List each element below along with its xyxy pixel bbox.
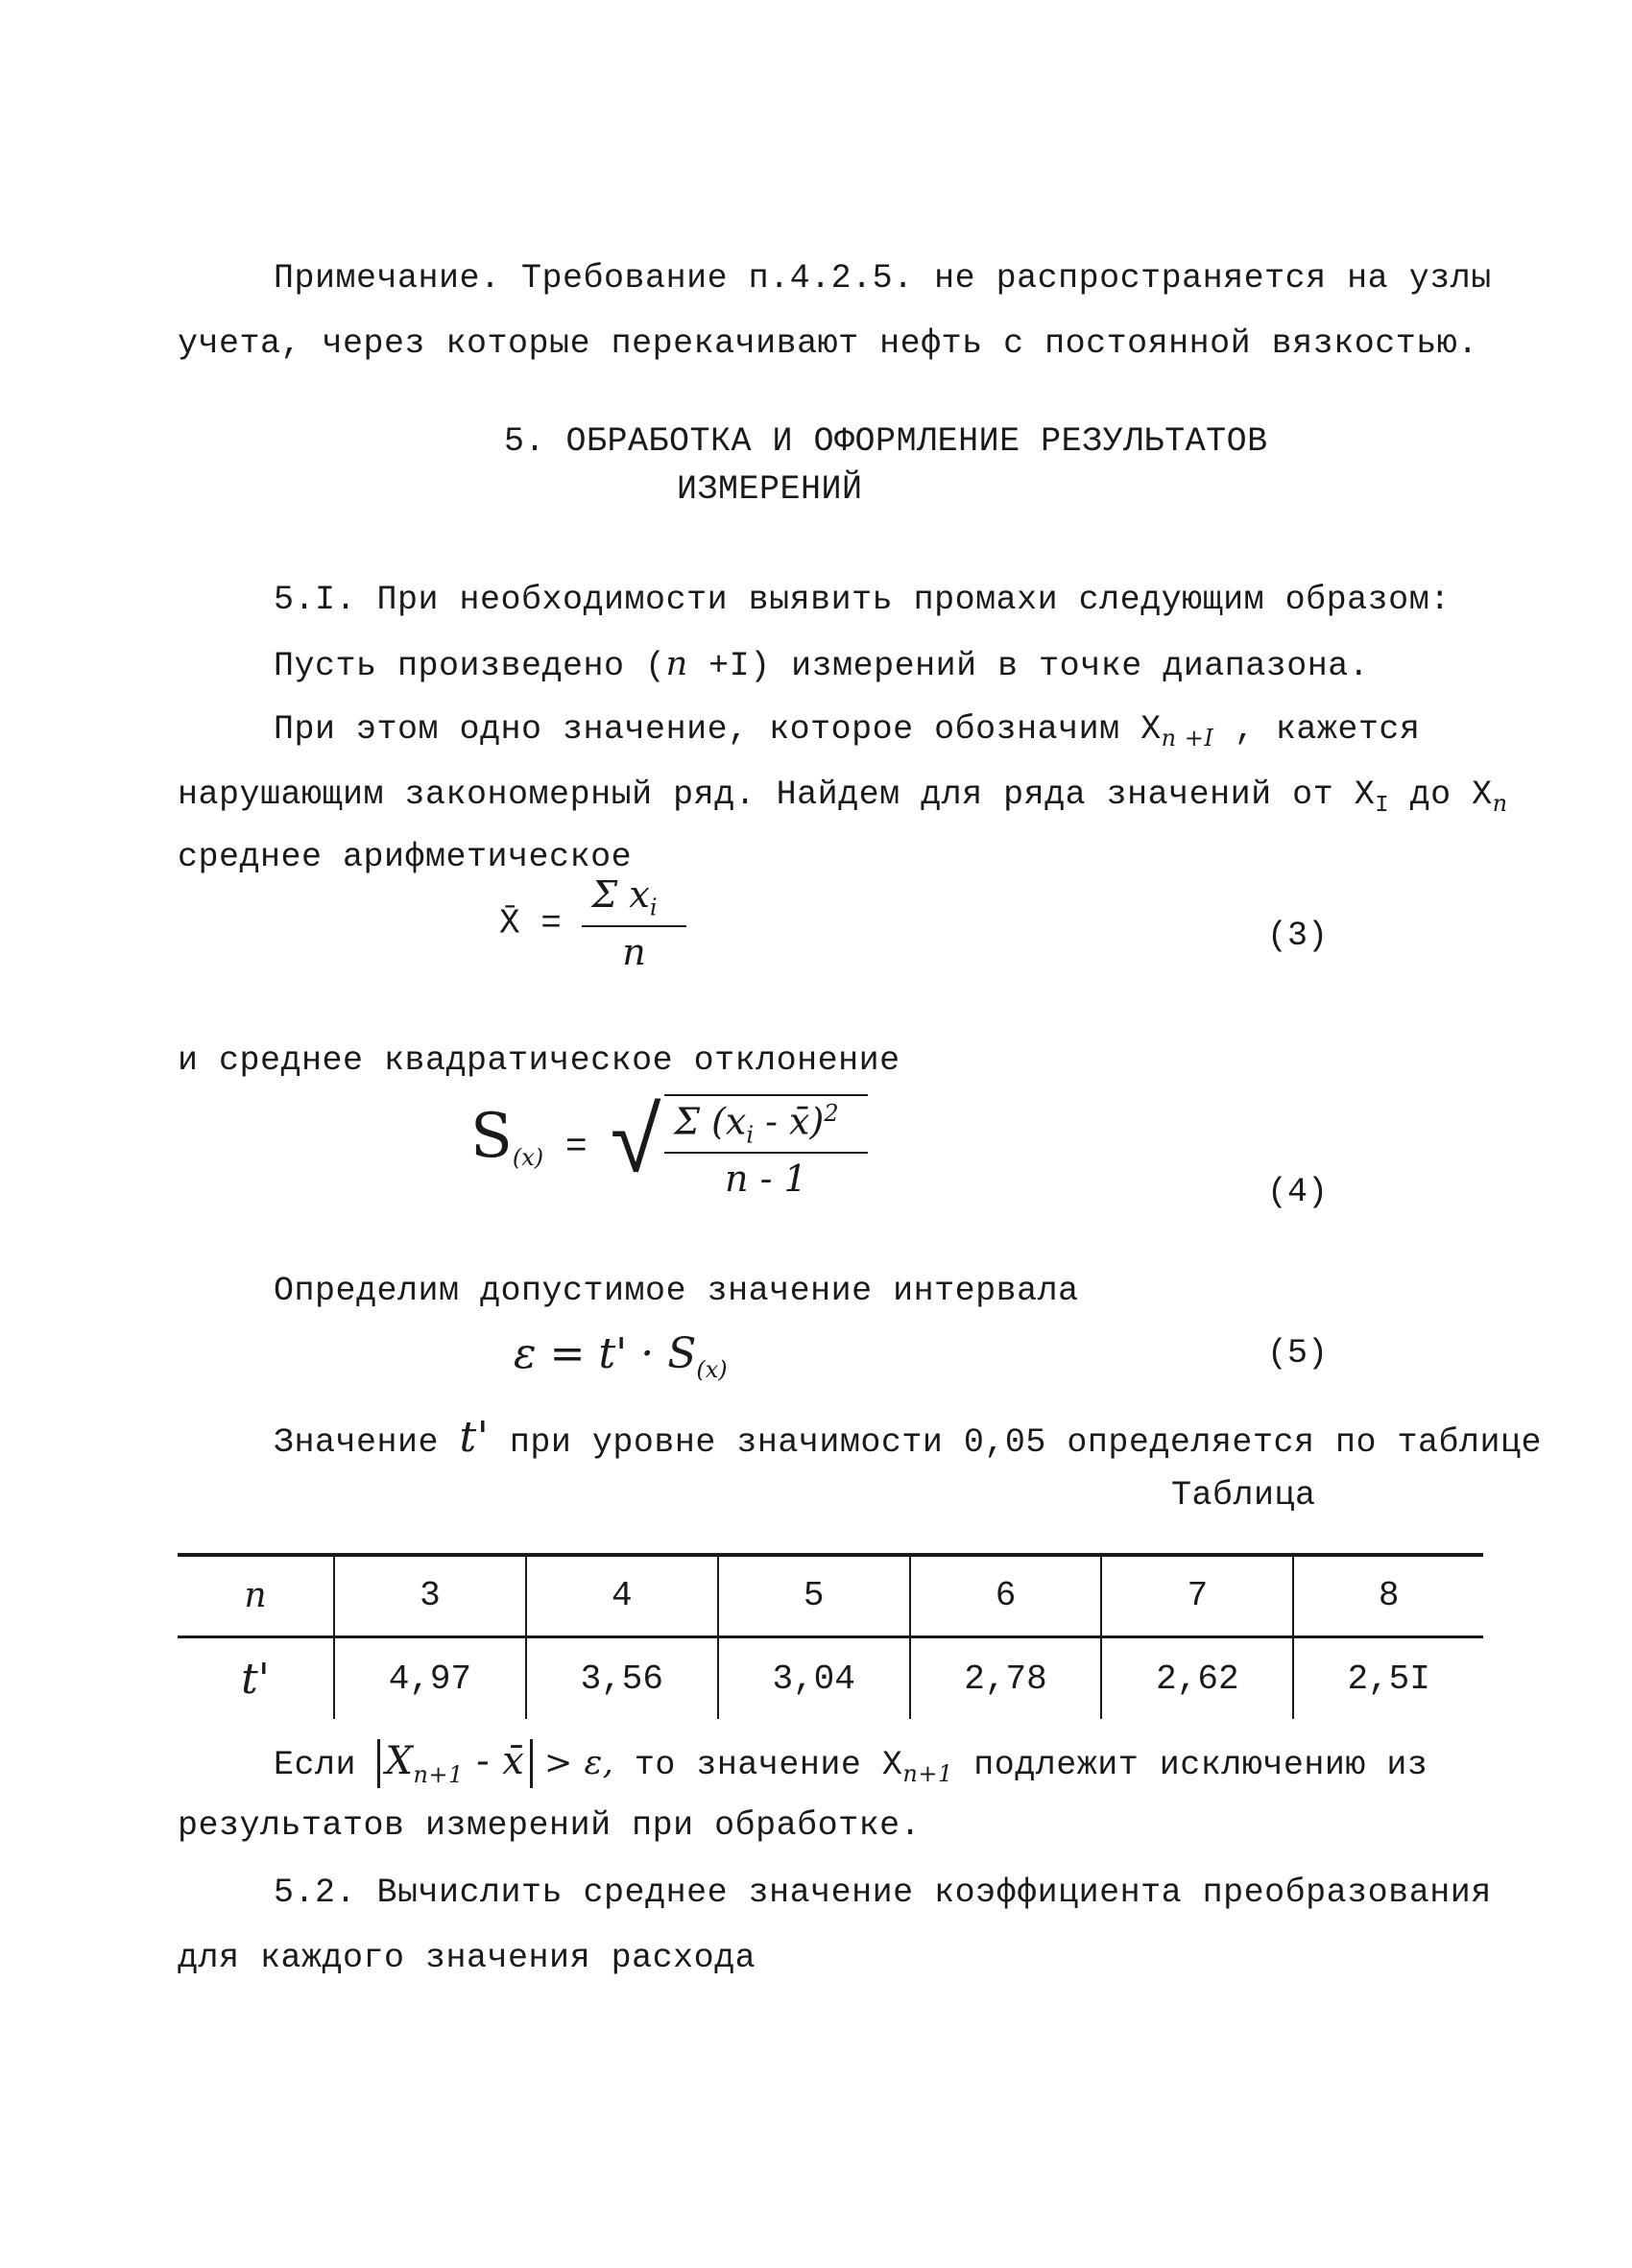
formula-4-fraction: [664, 1094, 867, 1200]
after-table-tail: подлежит исключению из: [952, 1746, 1428, 1784]
formula-4-sup: 2: [824, 1100, 839, 1127]
table-cell: 3,56: [526, 1637, 718, 1720]
p51-line-1: 5.I. При необходимости выявить промахи следующим образом:: [274, 581, 1451, 619]
formula-3-fraction: [582, 873, 685, 973]
table-header-row: [178, 1555, 1483, 1637]
p51-line-2-post: +I) измерений в точке диапазона.: [687, 647, 1370, 685]
note-line-2: учета, через которые перекачивают нефть с постоянной вязкостью.: [178, 324, 1478, 363]
p51-line-3: [274, 710, 1420, 752]
p51-line-3-sub: n +I: [1161, 725, 1214, 752]
table-cell: 2,62: [1101, 1637, 1293, 1720]
after-table-line-2: результатов измерений при обработке.: [178, 1806, 922, 1845]
formula-3-numerator-sub: i: [649, 894, 658, 921]
p52-line-2: для каждого значения расхода: [178, 1939, 756, 1977]
equation-number-4: (4): [1267, 1173, 1329, 1211]
absolute-value: [377, 1739, 534, 1788]
table-header-cell: 5: [718, 1555, 910, 1637]
formula-5: [514, 1329, 728, 1383]
after-table-post: то значение X: [613, 1746, 903, 1784]
formula-4-lhs-sub: (x): [512, 1143, 544, 1171]
section-title-line-2: ИЗМЕРЕНИЙ: [677, 470, 863, 509]
abs-post: - x̄: [463, 1739, 525, 1783]
table-header-cell: 4: [526, 1555, 718, 1637]
p51-line-4-pre: нарушающим закономерный ряд. Найдем для ряда значений от X: [178, 776, 1376, 814]
p51-line-5: среднее арифметическое: [178, 838, 633, 876]
formula-4-numerator-post: - x̄): [754, 1100, 825, 1143]
after-table-post-sub: n+1: [902, 1760, 953, 1787]
table-cell: 2,78: [910, 1637, 1102, 1720]
equation-number-3: (3): [1267, 917, 1329, 955]
table-header-cell: n: [178, 1555, 334, 1637]
formula-5-sub: (x): [696, 1355, 728, 1383]
p52-line-1: 5.2. Вычислить среднее значение коэффициента преобразования: [274, 1874, 1492, 1912]
section-title-line-1: 5. ОБРАБОТКА И ОФОРМЛЕНИЕ РЕЗУЛЬТАТОВ: [504, 422, 1268, 461]
formula-3-lhs: X̄ =: [499, 903, 562, 943]
table-cell: 4,97: [334, 1637, 526, 1720]
table-header-cell: 6: [910, 1555, 1102, 1637]
abs-var: X: [385, 1739, 414, 1783]
p51-line-8-var: t': [459, 1413, 490, 1462]
p51-line-6: и среднее квадратическое отклонение: [178, 1041, 900, 1080]
p51-line-7: Определим допустимое значение интервала: [274, 1272, 1079, 1310]
p51-line-8-pre: Значение: [274, 1423, 460, 1462]
p51-line-8: [274, 1413, 1542, 1462]
formula-3: [499, 873, 686, 973]
table-header-cell: 7: [1101, 1555, 1293, 1637]
after-table-line-1: [274, 1739, 1428, 1788]
formula-4: [470, 1094, 868, 1200]
formula-3-numerator: Σ x: [591, 873, 650, 916]
t-values-table: [178, 1555, 1483, 1719]
table-row: [178, 1637, 1483, 1720]
p51-line-2-var: n: [665, 645, 688, 683]
abs-sub: n+1: [413, 1761, 464, 1788]
table-cell: 2,5I: [1293, 1637, 1483, 1720]
p51-line-2-pre: Пусть произведено (: [274, 647, 666, 685]
p51-line-8-post: при уровне значимости 0,05 определяется по таблице: [489, 1423, 1542, 1462]
p51-line-2: [274, 645, 1369, 685]
after-table-pre: Если: [274, 1746, 377, 1784]
p51-line-4: [178, 776, 1508, 819]
p51-line-4-sub2: n: [1492, 790, 1508, 817]
formula-4-numerator: Σ (x: [674, 1100, 747, 1143]
after-table-gt: > ε,: [533, 1744, 614, 1782]
formula-3-denominator: n: [622, 930, 646, 973]
p51-line-3-post: , кажется: [1213, 710, 1421, 749]
p51-line-3-pre: При этом одно значение, которое обозначим X: [274, 710, 1162, 749]
formula-5-body: ε = t' · S: [514, 1329, 697, 1378]
equation-number-5: (5): [1267, 1334, 1329, 1373]
formula-4-eq: =: [564, 1127, 588, 1169]
sqrt-icon: √: [609, 1094, 665, 1200]
p51-line-4-sub1: I: [1375, 793, 1390, 819]
table-caption: Таблица: [1171, 1476, 1316, 1515]
p51-line-4-mid: до X: [1389, 776, 1493, 814]
formula-4-denominator: n - 1: [725, 1158, 807, 1201]
table-header-cell: 3: [334, 1555, 526, 1637]
table-cell: 3,04: [718, 1637, 910, 1720]
note-line-1: Примечание. Требование п.4.2.5. не распространяется на узлы: [274, 259, 1492, 298]
table-cell: t': [241, 1654, 270, 1704]
formula-4-lhs: S: [470, 1101, 513, 1173]
formula-4-numerator-sub: i: [746, 1121, 755, 1149]
table-header-cell: 8: [1293, 1555, 1483, 1637]
